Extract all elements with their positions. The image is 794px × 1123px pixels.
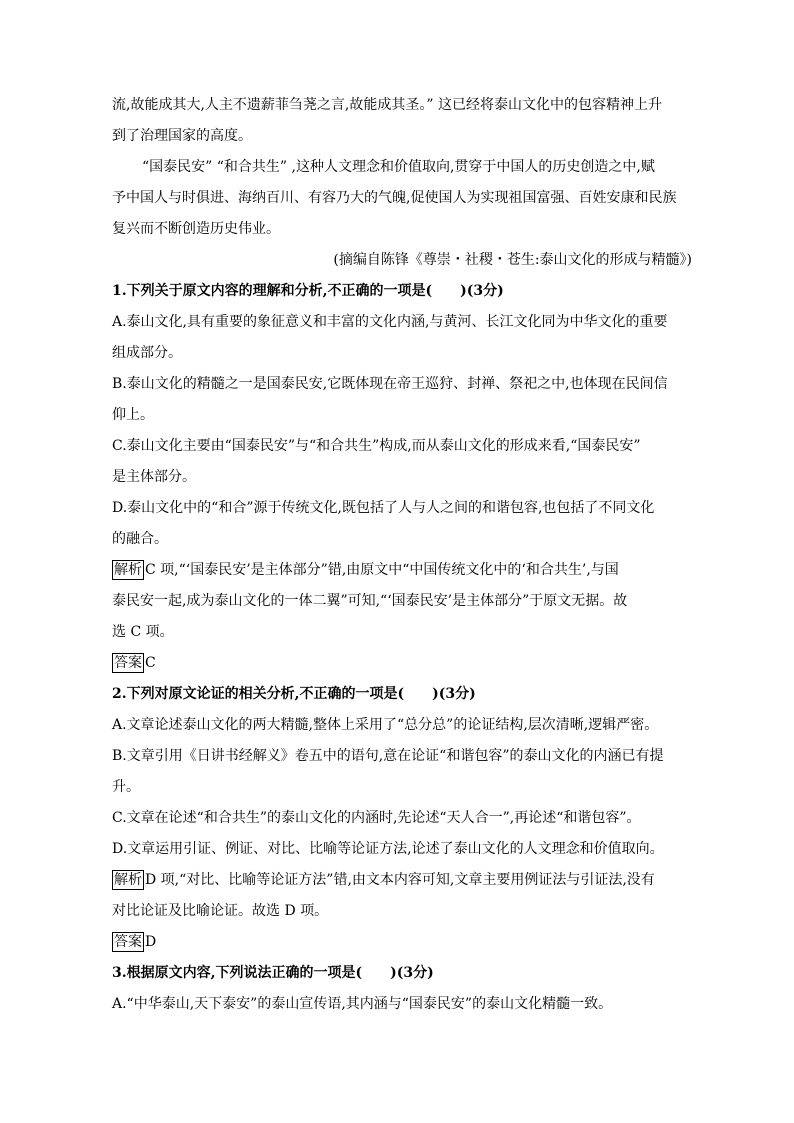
analysis-line (112, 559, 692, 581)
option-c: C.文章在论述“和合共生”的泰山文化的内涵时,先论述“天人合一”,再论述“和谐包容”。 (112, 810, 641, 826)
analysis-text: 泰民安一起,成为泰山文化的一体二翼”可知,“‘国泰民安’是主体部分”于原文无据。故 (112, 593, 628, 609)
option-a-cont: 组成部分。 (112, 345, 182, 361)
option-b: B.泰山文化的精髓之一是国泰民安,它既体现在帝王巡狩、封禅、祭祀之中,也体现在民间信 (112, 376, 668, 392)
analysis-text: C 项,“‘国泰民安’是主体部分”错,由原文中“中国传统文化中的‘和合共生’,与国 (145, 562, 619, 578)
answer-line (112, 931, 692, 953)
question-1-stem: 1.下列关于原文内容的理解和分析,不正确的一项是( )(3分) (112, 283, 504, 299)
option-b-cont: 升。 (112, 779, 140, 795)
analysis-text: D 项,“对比、比喻等论证方法”错,由文本内容可知,文章主要用例证法与引证法,没有 (145, 872, 655, 888)
analysis-label: 解析 (114, 562, 142, 578)
answer-value: D (145, 934, 157, 950)
option-a: A.“中华泰山,天下泰安”的泰山宣传语,其内涵与“国泰民安”的泰山文化精髓一致。 (112, 996, 613, 1012)
question-2-stem: 2.下列对原文论证的相关分析,不正确的一项是( )(3分) (112, 686, 476, 702)
option-c-cont: 是主体部分。 (112, 469, 196, 485)
option-a: A.文章论述泰山文化的两大精髓,整体上采用了“总分总”的论证结构,层次清晰,逻辑严密。 (112, 717, 659, 733)
paragraph-line: “国泰民安” “和合共生” ,这种人文理念和价值取向,贯穿于中国人的历史创造之中,赋 (142, 159, 655, 175)
answer-label: 答案 (114, 934, 142, 950)
analysis-text: 对比论证及比喻论证。故选 D 项。 (112, 903, 329, 919)
paragraph-line: 予中国人与时俱进、海纳百川、有容乃大的气魄,促使国人为实现祖国富强、百姓安康和民族 (112, 190, 677, 206)
option-d: D.泰山文化中的“和合”源于传统文化,既包括了人与人之间的和谐包容,也包括了不同文化 (112, 500, 655, 516)
option-a: A.泰山文化,具有重要的象征意义和丰富的文化内涵,与黄河、长江文化同为中华文化的重要 (112, 314, 668, 330)
document-page (112, 94, 692, 1024)
paragraph-line: 到了治理国家的高度。 (112, 128, 252, 144)
analysis-label: 解析 (114, 872, 142, 888)
paragraph-line: 流,故能成其大,人主不遗薪菲刍荛之言,故能成其圣。” 这已经将泰山文化中的包容精神上升 (112, 97, 662, 113)
option-c: C.泰山文化主要由“国泰民安”与“和合共生”构成,而从泰山文化的形成来看,“国泰民安” (112, 438, 641, 454)
source-citation: (摘编自陈锋《尊崇・社稷・苍生:泰山文化的形成与精髓》) (333, 252, 692, 268)
answer-label: 答案 (114, 655, 142, 671)
option-b: B.文章引用《日讲书经解义》卷五中的语句,意在论证“和谐包容”的泰山文化的内涵已有提 (112, 748, 664, 764)
paragraph-line: 复兴而不断创造历史伟业。 (112, 221, 280, 237)
option-d-cont: 的融合。 (112, 531, 168, 547)
answer-line (112, 652, 692, 674)
answer-value: C (145, 655, 156, 671)
option-d: D.文章运用引证、例证、对比、比喻等论证方法,论述了泰山文化的人文理念和价值取向。 (112, 841, 664, 857)
analysis-line (112, 869, 692, 891)
question-3-stem: 3.根据原文内容,下列说法正确的一项是( )(3分) (112, 965, 434, 981)
analysis-text: 选 C 项。 (112, 624, 174, 640)
option-b-cont: 仰上。 (112, 407, 154, 423)
